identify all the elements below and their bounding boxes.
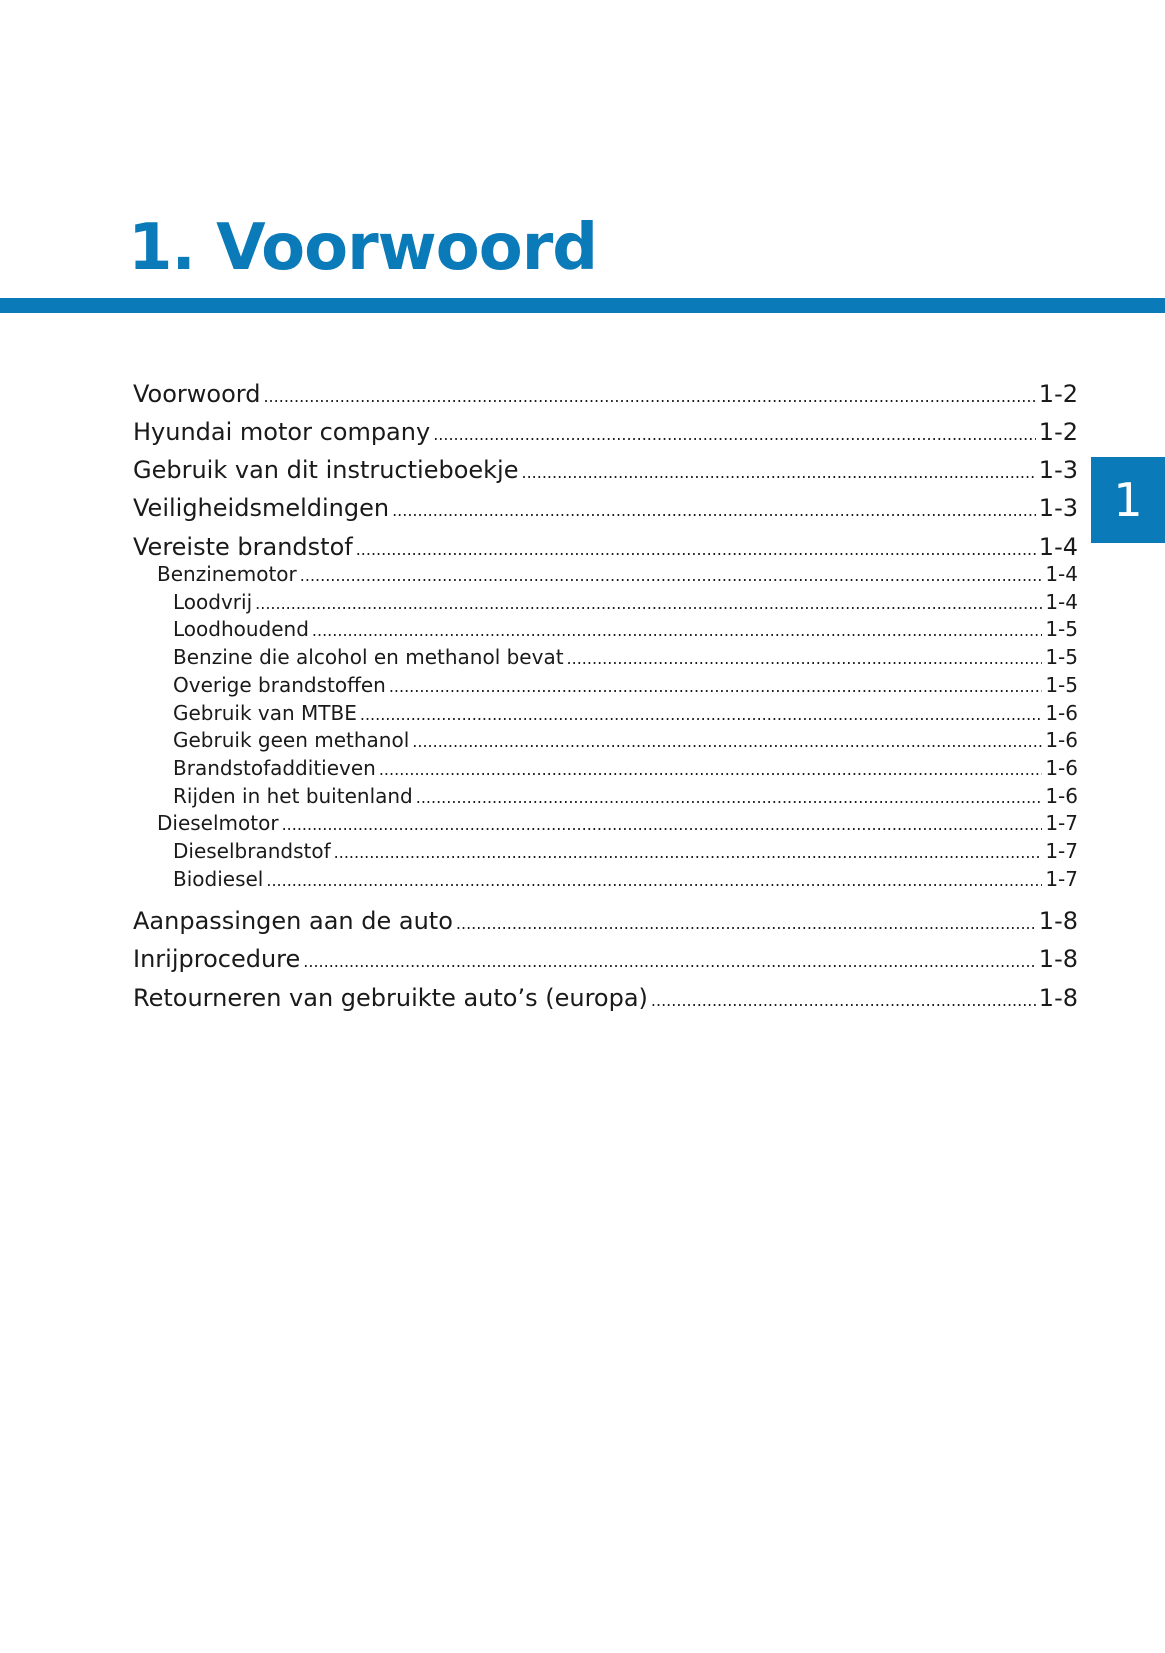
toc-dot-leader <box>379 756 1042 784</box>
toc-entry[interactable] <box>133 809 1078 837</box>
toc-entry[interactable] <box>133 489 1078 527</box>
toc-dot-leader <box>433 416 1036 454</box>
toc-entry[interactable] <box>133 671 1078 699</box>
toc-entry[interactable] <box>133 451 1078 489</box>
toc-entry-label: Hyundai motor company <box>133 418 431 446</box>
toc-entry-page: 1-2 <box>1038 380 1078 408</box>
chapter-title: 1. Voorwoord <box>128 211 598 285</box>
toc-entry[interactable] <box>133 726 1078 754</box>
toc-entry-page: 1-8 <box>1038 984 1078 1012</box>
toc-entry-label: Loodhoudend <box>173 617 309 641</box>
toc-entry[interactable] <box>133 413 1078 451</box>
toc-entry-label: Vereiste brandstof <box>133 533 353 561</box>
toc-dot-leader <box>392 492 1036 530</box>
chapter-tab-number: 1 <box>1113 473 1143 527</box>
toc-entry-label: Loodvrij <box>173 590 253 614</box>
toc-dot-leader <box>255 590 1042 618</box>
toc-dot-leader <box>456 905 1036 943</box>
toc-dot-leader <box>334 839 1043 867</box>
toc-dot-leader <box>303 943 1036 981</box>
chapter-tab <box>1091 457 1165 543</box>
toc-entry-label: Gebruik van MTBE <box>173 701 357 725</box>
toc-entry-page: 1-6 <box>1045 728 1078 752</box>
toc-entry[interactable] <box>133 940 1078 978</box>
toc-entry-page: 1-5 <box>1045 645 1078 669</box>
toc-entry-label: Brandstofadditieven <box>173 756 376 780</box>
toc-dot-leader <box>282 811 1043 839</box>
toc-entry[interactable] <box>133 643 1078 671</box>
toc-entry-page: 1-3 <box>1038 456 1078 484</box>
toc-entry-label: Rijden in het buitenland <box>173 784 413 808</box>
toc-dot-leader <box>300 562 1043 590</box>
toc-entry[interactable] <box>133 979 1078 1017</box>
toc-entry-page: 1-7 <box>1045 839 1078 863</box>
toc-entry-label: Gebruik van dit instructieboekje <box>133 456 519 484</box>
toc-entry-page: 1-6 <box>1045 701 1078 725</box>
toc-entry-page: 1-4 <box>1038 533 1078 561</box>
toc-dot-leader <box>266 867 1042 895</box>
toc-dot-leader <box>360 701 1042 729</box>
toc-entry[interactable] <box>133 375 1078 413</box>
toc-dot-leader <box>416 784 1043 812</box>
toc-entry-page: 1-4 <box>1045 590 1078 614</box>
toc-entry-page: 1-8 <box>1038 907 1078 935</box>
toc-entry-label: Aanpassingen aan de auto <box>133 907 453 935</box>
toc-dot-leader <box>412 728 1042 756</box>
toc-entry-page: 1-7 <box>1045 867 1078 891</box>
toc-dot-leader <box>567 645 1043 673</box>
toc-entry-page: 1-4 <box>1045 562 1078 586</box>
toc-entry[interactable] <box>133 615 1078 643</box>
toc-entry[interactable] <box>133 837 1078 865</box>
toc-entry[interactable] <box>133 865 1078 893</box>
toc-entry[interactable] <box>133 560 1078 588</box>
toc-entry-label: Inrijprocedure <box>133 945 301 973</box>
title-rule <box>0 298 1165 313</box>
toc-entry-label: Gebruik geen methanol <box>173 728 410 752</box>
toc-entry[interactable] <box>133 902 1078 940</box>
toc-dot-leader <box>263 378 1035 416</box>
toc-entry-page: 1-5 <box>1045 673 1078 697</box>
toc-dot-leader <box>522 454 1036 492</box>
toc-entry-page: 1-6 <box>1045 784 1078 808</box>
toc-dot-leader <box>312 617 1042 645</box>
toc-entry-label: Retourneren van gebruikte auto’s (europa) <box>133 984 648 1012</box>
toc-entry-label: Biodiesel <box>173 867 264 891</box>
toc-entry[interactable] <box>133 782 1078 810</box>
toc-entry-page: 1-6 <box>1045 756 1078 780</box>
toc-entry-page: 1-7 <box>1045 811 1078 835</box>
toc-entry[interactable] <box>133 699 1078 727</box>
toc-entry-label: Benzinemotor <box>157 562 297 586</box>
toc-dot-leader <box>651 982 1036 1020</box>
toc-entry-page: 1-2 <box>1038 418 1078 446</box>
toc-entry-page: 1-3 <box>1038 494 1078 522</box>
toc-entry[interactable] <box>133 754 1078 782</box>
toc-entry-page: 1-8 <box>1038 945 1078 973</box>
toc-entry-label: Veiligheidsmeldingen <box>133 494 390 522</box>
toc-entry-page: 1-5 <box>1045 617 1078 641</box>
toc-entry-label: Benzine die alcohol en methanol bevat <box>173 645 564 669</box>
toc-entry-label: Dieselmotor <box>157 811 279 835</box>
toc-entry-label: Voorwoord <box>133 380 261 408</box>
toc-entry[interactable] <box>133 588 1078 616</box>
toc-entry-label: Overige brandstoffen <box>173 673 386 697</box>
toc-entry-label: Dieselbrandstof <box>173 839 331 863</box>
toc-dot-leader <box>389 673 1043 701</box>
